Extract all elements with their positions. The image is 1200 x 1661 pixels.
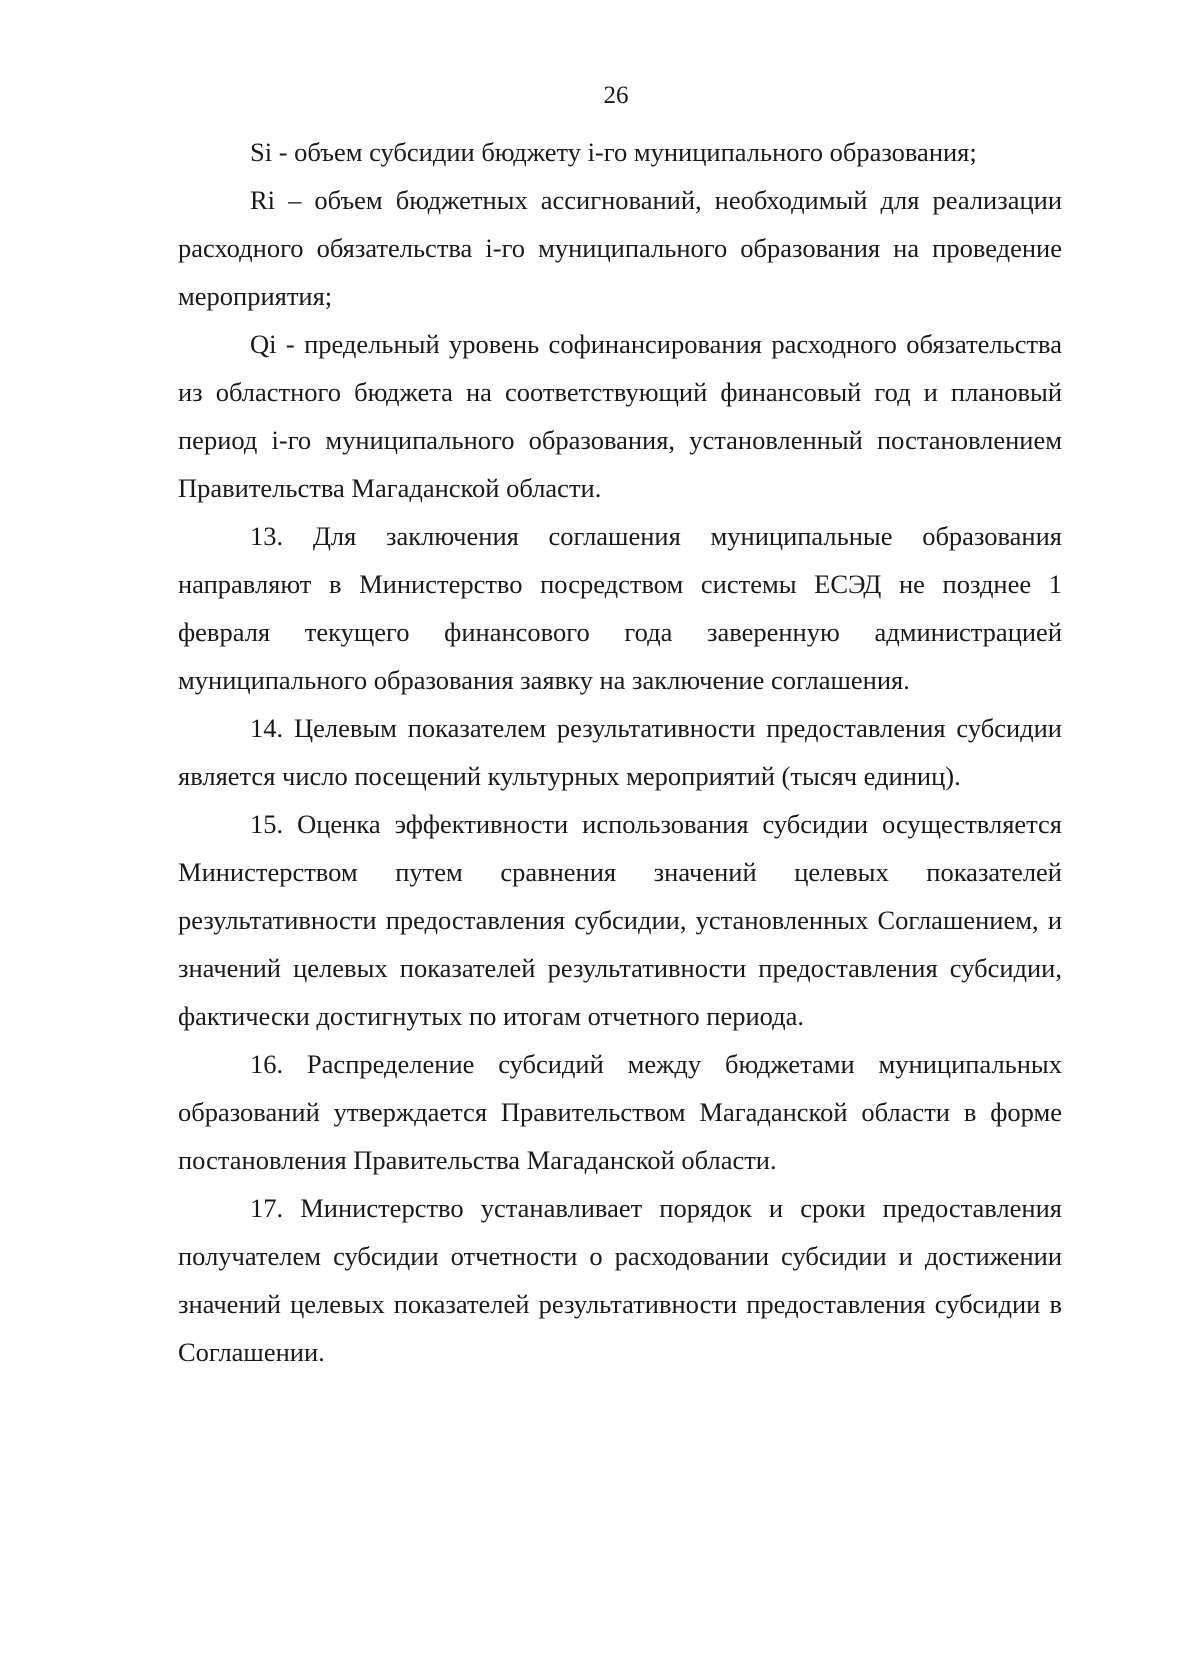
page-number: 26 [603,82,629,109]
document-body [178,128,1062,1376]
paragraph-13: 13. Для заключения соглашения муниципальные образования направляют в Министерство посредством системы ЕСЭД не позднее 1 февраля текущего финансового года заверенную администрацией муниципального образования заявку на заключение соглашения. [178,521,1062,695]
paragraph-si-definition: Si - объем субсидии бюджету i-го муниципального образования; [250,137,977,167]
paragraph-ri-definition: Ri – объем бюджетных ассигнований, необходимый для реализации расходного обязательства i-го муниципального образования на проведение мероприятия; [178,185,1062,311]
paragraph-14: 14. Целевым показателем результативности предоставления субсидии является число посещений культурных мероприятий (тысяч единиц). [178,713,1062,791]
paragraph-16: 16. Распределение субсидий между бюджетами муниципальных образований утверждается Правительством Магаданской области в форме постановления Правительства Магаданской области. [178,1049,1062,1175]
paragraph-15: 15. Оценка эффективности использования субсидии осуществляется Министерством путем сравнения значений целевых показателей результативности предоставления субсидии, установленных Соглашением, и значений целевых показателей результативности предоставления субсидии, фактически достигнутых по итогам отчетного периода. [178,809,1062,1031]
paragraph-qi-definition: Qi - предельный уровень софинансирования расходного обязательства из областного бюджета на соответствующий финансовый год и плановый период i-го муниципального образования, установленный постановлением Правительства Магаданской области. [178,329,1062,503]
paragraph-17: 17. Министерство устанавливает порядок и сроки предоставления получателем субсидии отчетности о расходовании субсидии и достижении значений целевых показателей результативности предоставления субсидии в Соглашении. [178,1193,1062,1367]
